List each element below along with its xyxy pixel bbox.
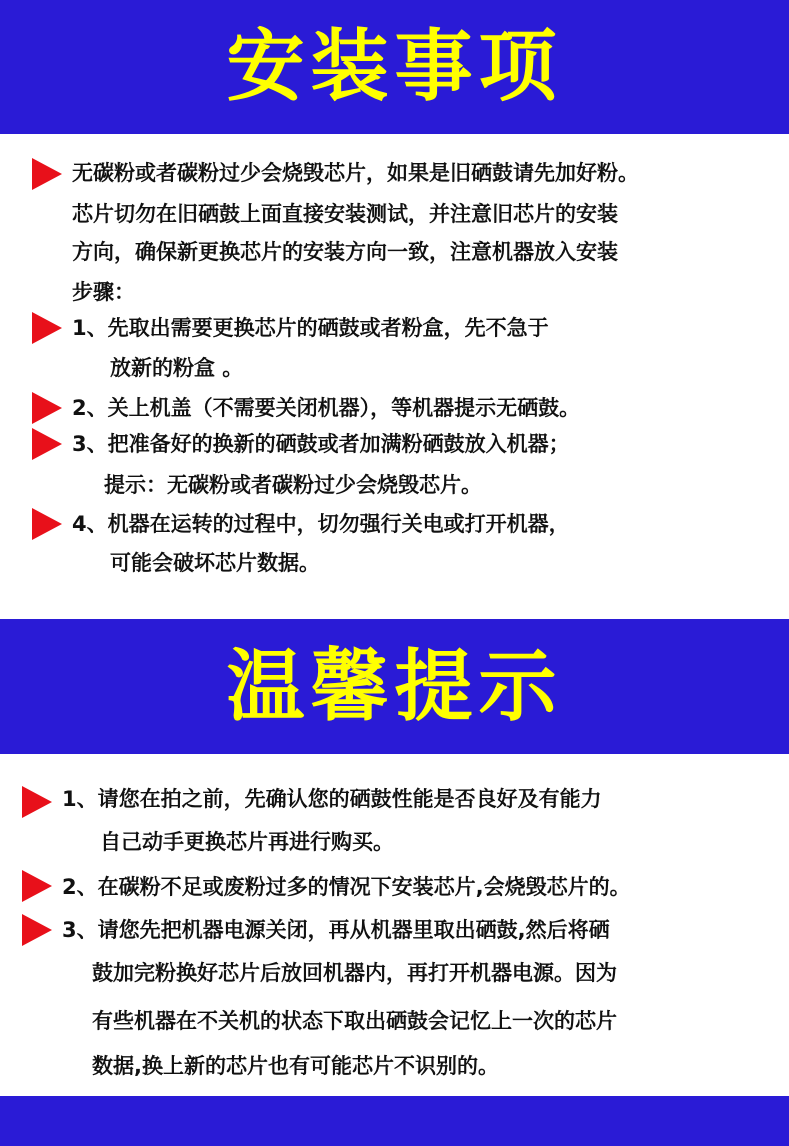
tip-2: 2、在碳粉不足或废粉过多的情况下安装芯片,会烧毁芯片的。	[62, 875, 631, 899]
tip-1-cont: 自己动手更换芯片再进行购买。	[100, 830, 394, 854]
install-notes-banner	[0, 0, 789, 134]
install-notes-title: 安装事项	[226, 22, 563, 112]
install-line-4: 步骤：	[72, 280, 135, 304]
install-step-4-cont: 可能会破坏芯片数据。	[110, 551, 320, 575]
red-triangle-icon	[22, 870, 52, 902]
install-step-4: 4、机器在运转的过程中，切勿强行关电或打开机器，	[72, 512, 570, 536]
warm-tips-title: 温馨提示	[226, 641, 563, 732]
install-step-1: 1、先取出需要更换芯片的硒鼓或者粉盒，先不急于	[72, 316, 549, 340]
red-triangle-icon	[32, 158, 62, 190]
install-step-3: 3、把准备好的换新的硒鼓或者加满粉硒鼓放入机器；	[72, 432, 570, 456]
red-triangle-icon	[32, 428, 62, 460]
install-step-2: 2、关上机盖（不需要关闭机器），等机器提示无硒鼓。	[72, 396, 581, 420]
red-triangle-icon	[32, 392, 62, 424]
tip-3-cont-2: 有些机器在不关机的状态下取出硒鼓会记忆上一次的芯片	[92, 1009, 617, 1033]
install-line-3: 方向，确保新更换芯片的安装方向一致，注意机器放入安装	[72, 240, 618, 264]
install-step-1-cont: 放新的粉盒 。	[110, 356, 244, 380]
install-step-3-tip: 提示：无碳粉或者碳粉过少会烧毁芯片。	[104, 473, 482, 497]
tip-3-cont-3: 数据,换上新的芯片也有可能芯片不识别的。	[92, 1054, 499, 1078]
footer-banner	[0, 1096, 789, 1146]
red-triangle-icon	[32, 508, 62, 540]
install-line-2: 芯片切勿在旧硒鼓上面直接安装测试，并注意旧芯片的安装	[72, 202, 618, 226]
red-triangle-icon	[22, 786, 52, 818]
tip-3: 3、请您先把机器电源关闭，再从机器里取出硒鼓,然后将硒	[62, 918, 610, 942]
red-triangle-icon	[32, 312, 62, 344]
warm-tips-banner	[0, 619, 789, 754]
tip-1: 1、请您在拍之前，先确认您的硒鼓性能是否良好及有能力	[62, 787, 602, 811]
install-line-1: 无碳粉或者碳粉过少会烧毁芯片，如果是旧硒鼓请先加好粉。	[72, 161, 639, 185]
tip-3-cont-1: 鼓加完粉换好芯片后放回机器内，再打开机器电源。因为	[92, 961, 617, 985]
red-triangle-icon	[22, 914, 52, 946]
